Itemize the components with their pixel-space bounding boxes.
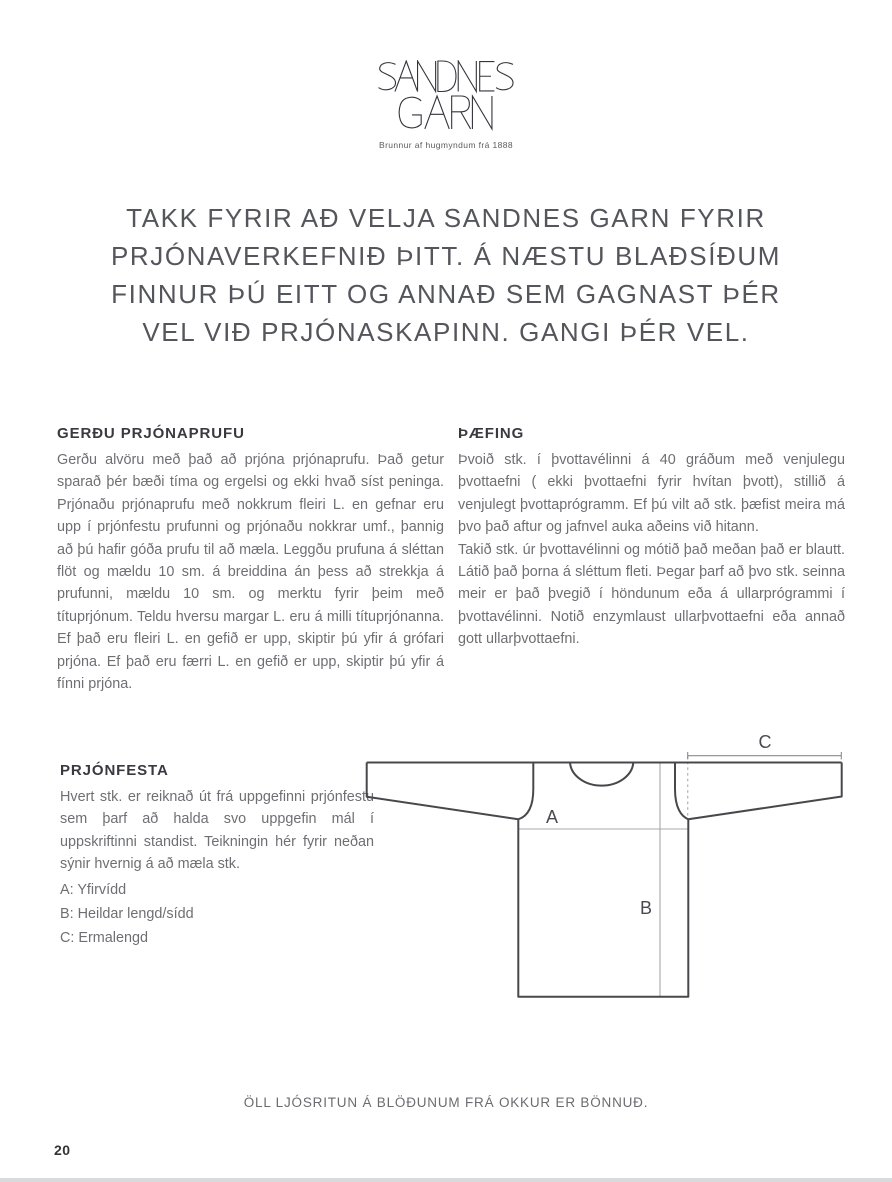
section-gauge <box>60 762 374 950</box>
section-swatch <box>57 425 444 695</box>
legend-item-c: C: Ermalengd <box>60 929 148 946</box>
intro-line: PRJÓNAVERKEFNIÐ ÞITT. Á NÆSTU BLAÐSÍÐUM <box>110 241 782 271</box>
intro-heading <box>46 199 846 351</box>
intro-line: VEL VIÐ PRJÓNASKAPINN. GANGI ÞÉR VEL. <box>142 317 750 347</box>
felting-heading: ÞÆFING <box>458 425 525 442</box>
diagram-label-c: C <box>758 733 772 752</box>
copy-notice: ÖLL LJÓSRITUN Á BLÖÐUNUM FRÁ OKKUR ER BÖNNUÐ. <box>243 1095 649 1110</box>
diagram-label-a: A <box>545 807 559 827</box>
gauge-body: Hvert stk. er reiknað út frá uppgefinni prjónfestu sem þarf að halda svo uppgefin mál í uppskriftinni standist. Teikningin hér fyrir neðan sýnir hvernig á að mæla stk. <box>60 789 374 873</box>
sweater-measurement-diagram <box>355 733 855 1028</box>
intro-line: FINNUR ÞÚ EITT OG ANNAÐ SEM GAGNAST ÞÉR <box>111 279 781 309</box>
intro-line: TAKK FYRIR AÐ VELJA SANDNES GARN FYRIR <box>126 203 766 233</box>
sweater-outline <box>367 763 842 997</box>
gauge-heading: PRJÓNFESTA <box>60 762 169 779</box>
section-felting <box>458 425 845 651</box>
felting-body-paragraph-2: Takið stk. úr þvottavélinni og mótið það meðan það er blautt. Látið það þorna á sléttum fleti. Þegar þarf að þvo stk. seinna meir er það þvegið í höndunum eða á ullarprógrammi í þvottavélinni. Notið enzymlaust ullarþvottaefni eða annað gott ullarþvottaefni. <box>458 541 845 648</box>
legend-item-b: B: Heildar lengd/sídd <box>60 905 194 922</box>
wordmark-sandnes <box>379 61 513 92</box>
legend-item-a: A: Yfirvídd <box>60 881 127 898</box>
wordmark-garn <box>399 96 492 129</box>
diagram-label-b: B <box>639 898 652 918</box>
brand-header <box>0 60 892 150</box>
swatch-heading: GERÐU PRJÓNAPRUFU <box>57 425 245 442</box>
brand-tagline: Brunnur af hugmyndum frá 1888 <box>379 140 513 150</box>
page-bottom-edge <box>0 1178 892 1182</box>
page-number: 20 <box>54 1142 71 1158</box>
measure-line-c <box>688 752 842 759</box>
swatch-body: Gerðu alvöru með það að prjóna prjónaprufu. Það getur sparað þér bæði tíma og ergelsi og ekki hvað síst peninga. Prjónaðu prjónaprufu með nokkrum fleiri L. en gefnar eru upp í prjónfestu prufunni og prjónaðu nokkrar umf., þannig að þú hafir góða prufu til að mæla. Leggðu prufuna á sléttan flöt og mældu 10 sm. á breiddina án þess að strekkja á prufunni, mældu 10 sm. og merktu fyrir þeim með títuprjónum. Teldu hversu margar L. eru á milli títuprjónanna. Ef það eru fleiri L. en gefið er upp, skiptir þú yfir á grófari prjóna. Ef það eru færri L. en gefið er upp, skiptir þú yfir á fínni prjóna. <box>57 452 444 693</box>
felting-body-paragraph-1: Þvoið stk. í þvottavélinni á 40 gráðum með venjulegu þvottaefni ( ekki þvottaefni fyrir hvítan þvott), stillið á venjulegt þvottaprógramm. Ef þú vilt að stk. þæfist meira má þvo það aftur og jafnvel auka aðeins við hitann. <box>458 452 845 536</box>
sandnes-garn-logo <box>364 60 528 132</box>
